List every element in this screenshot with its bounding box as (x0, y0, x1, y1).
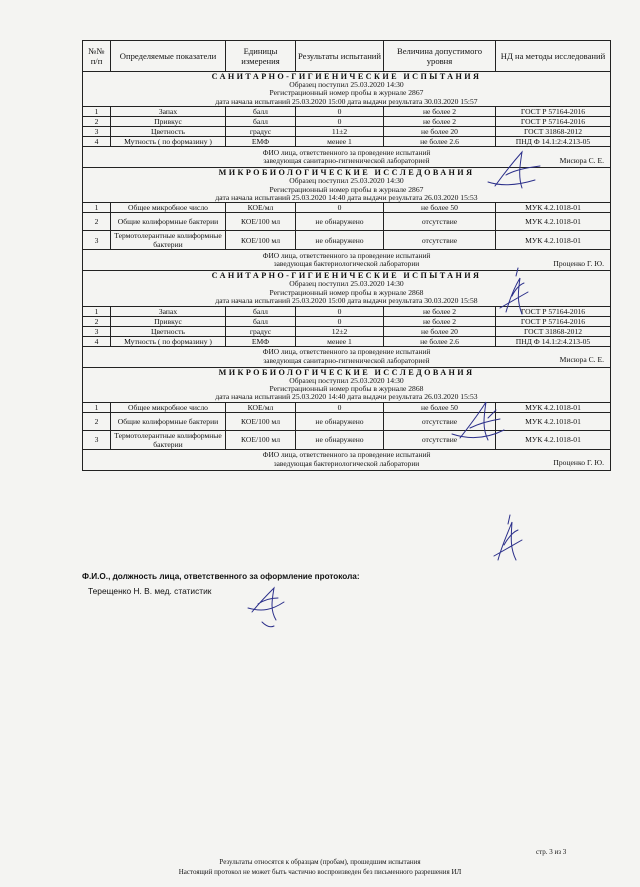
table-row (83, 231, 611, 250)
indicator-name: Общие колиформные бактерии (111, 412, 226, 430)
header-cell: Величина допустимого уровня (384, 41, 496, 72)
indicator-name: Мутность ( по формазину ) (111, 336, 226, 346)
signature-row (83, 449, 611, 470)
section-title: МИКРОБИОЛОГИЧЕСКИЕ ИССЛЕДОВАНИЯ (218, 168, 475, 178)
signature-cell (83, 346, 611, 367)
unit: балл (226, 316, 296, 326)
test-result: 0 (296, 203, 384, 213)
section-title: САНИТАРНО-ГИГИЕНИЧЕСКИЕ ИСПЫТАНИЯ (211, 72, 482, 81)
method-document: ГОСТ Р 57164-2016 (496, 316, 611, 326)
permissible-level: не более 50 (384, 402, 496, 412)
indicator-name: Термотолерантные колиформные бактерии (111, 430, 226, 449)
method-document: МУК 4.2.1018-01 (496, 430, 611, 449)
method-document: МУК 4.2.1018-01 (496, 231, 611, 250)
indicator-name: Термотолерантные колиформные бактерии (111, 231, 226, 250)
method-document: ПНД Ф 14.1:2:4.213-05 (496, 336, 611, 346)
method-document: ГОСТ 31868-2012 (496, 326, 611, 336)
unit: КОЕ/100 мл (226, 213, 296, 231)
indicator-name: Привкус (111, 117, 226, 127)
section-info-line: дата начала испытаний 25.03.2020 14:40 дата выдачи результата 26.03.2020 15:53 (215, 392, 478, 402)
permissible-level: отсутствие (384, 213, 496, 231)
signatory-name: Проценко Г. Ю. (553, 258, 604, 268)
results-table (82, 40, 611, 471)
table-row (83, 137, 611, 147)
footer-line: Настоящий протокол не может быть частично воспроизведен без письменного разрешения ИЛ (178, 868, 462, 876)
row-number: 1 (83, 402, 111, 412)
signature-row (83, 346, 611, 367)
header-cell: НД на методы исследований (496, 41, 611, 72)
unit: КОЕ/мл (226, 402, 296, 412)
indicator-name: Цветность (111, 326, 226, 336)
test-result: 0 (296, 107, 384, 117)
signature-position: заведующая санитарно-гигиенической лабораторией (263, 355, 430, 365)
unit: КОЕ/100 мл (226, 430, 296, 449)
section-heading (83, 271, 611, 306)
signature-position: заведующая санитарно-гигиенической лабораторией (263, 156, 430, 166)
table-row (83, 336, 611, 346)
method-document: ГОСТ Р 57164-2016 (496, 306, 611, 316)
indicator-name: Мутность ( по формазину ) (111, 137, 226, 147)
table-row (83, 117, 611, 127)
section-heading (83, 168, 611, 203)
signature-row (83, 147, 611, 168)
test-result: менее 1 (296, 336, 384, 346)
signature-cell (83, 449, 611, 470)
section-info-line: Образец поступил 25.03.2020 14:30 (289, 80, 404, 89)
section-title: МИКРОБИОЛОГИЧЕСКИЕ ИССЛЕДОВАНИЯ (218, 367, 475, 377)
permissible-level: не более 2 (384, 117, 496, 127)
footer-line: Результаты относятся к образцам (пробам), прошедшим испытания (219, 858, 421, 866)
signature-mark (248, 588, 284, 627)
unit: балл (226, 117, 296, 127)
section-heading-row (83, 271, 611, 306)
signatory-name: Мисюра С. Е. (559, 355, 604, 365)
permissible-level: не более 2 (384, 316, 496, 326)
signature-caption: ФИО лица, ответственного за проведение испытаний (262, 450, 431, 460)
unit: ЕМФ (226, 336, 296, 346)
row-number: 2 (83, 117, 111, 127)
permissible-level: отсутствие (384, 231, 496, 250)
table-row (83, 402, 611, 412)
table-row (83, 412, 611, 430)
section-info-line: Образец поступил 25.03.2020 14:30 (289, 176, 404, 186)
section-info-line: Регистрационный номер пробы в журнале 2867 (269, 184, 424, 194)
signatory-name: Проценко Г. Ю. (553, 458, 604, 468)
section-heading (83, 367, 611, 402)
test-result: 0 (296, 117, 384, 127)
section-info-line: дата начала испытаний 25.03.2020 15:00 дата выдачи результата 30.03.2020 15:58 (215, 296, 478, 306)
test-result: не обнаружено (296, 213, 384, 231)
indicator-name: Общее микробное число (111, 203, 226, 213)
table-header-row (83, 41, 611, 72)
indicator-name: Цветность (111, 127, 226, 137)
unit: балл (226, 107, 296, 117)
table-row (83, 306, 611, 316)
method-document: МУК 4.2.1018-01 (496, 402, 611, 412)
test-result: 0 (296, 306, 384, 316)
row-number: 3 (83, 231, 111, 250)
unit: ЕМФ (226, 137, 296, 147)
section-info-line: дата начала испытаний 25.03.2020 14:40 дата выдачи результата 26.03.2020 15:53 (215, 193, 478, 203)
table-row (83, 430, 611, 449)
permissible-level: отсутствие (384, 430, 496, 449)
signatory-name: Мисюра С. Е. (559, 155, 604, 165)
section-info-line: Регистрационный номер пробы в журнале 2867 (269, 88, 424, 98)
signature-caption: ФИО лица, ответственного за проведение испытаний (262, 147, 431, 157)
test-result: 11±2 (296, 127, 384, 137)
signature-mark (494, 515, 522, 560)
section-info-line: дата начала испытаний 25.03.2020 15:00 дата выдачи результата 30.03.2020 15:57 (215, 96, 478, 106)
row-number: 3 (83, 127, 111, 137)
test-result: менее 1 (296, 137, 384, 147)
section-title: САНИТАРНО-ГИГИЕНИЧЕСКИЕ ИСПЫТАНИЯ (211, 271, 482, 281)
test-result: 0 (296, 402, 384, 412)
indicator-name: Запах (111, 107, 226, 117)
permissible-level: не более 2.6 (384, 137, 496, 147)
test-result: не обнаружено (296, 430, 384, 449)
table-row (83, 213, 611, 231)
header-cell: №№ п/п (83, 41, 111, 72)
section-heading-row (83, 72, 611, 107)
unit: КОЕ/мл (226, 203, 296, 213)
method-document: МУК 4.2.1018-01 (496, 203, 611, 213)
permissible-level: не более 2.6 (384, 336, 496, 346)
test-result: 0 (296, 316, 384, 326)
table-row (83, 107, 611, 117)
section-info-line: Образец поступил 25.03.2020 14:30 (289, 375, 404, 385)
unit: КОЕ/100 мл (226, 231, 296, 250)
staff-name: Терещенко Н. В. мед. статистик (88, 586, 212, 596)
row-number: 2 (83, 412, 111, 430)
signature-row (83, 250, 611, 271)
header-cell: Определяемые показатели (111, 41, 226, 72)
method-document: ПНД Ф 14.1:2:4.213-05 (496, 137, 611, 147)
test-result: 12±2 (296, 326, 384, 336)
table-row (83, 127, 611, 137)
permissible-level: не более 50 (384, 203, 496, 213)
unit: градус (226, 127, 296, 137)
row-number: 4 (83, 137, 111, 147)
indicator-name: Общее микробное число (111, 402, 226, 412)
section-info-line: Регистрационный номер пробы в журнале 2868 (269, 384, 424, 394)
section-heading-row (83, 168, 611, 203)
test-result: не обнаружено (296, 231, 384, 250)
permissible-level: не более 2 (384, 107, 496, 117)
signature-position: заведующая бактериологической лаборатории (273, 259, 420, 269)
method-document: МУК 4.2.1018-01 (496, 213, 611, 231)
row-number: 2 (83, 213, 111, 231)
indicator-name: Общие колиформные бактерии (111, 213, 226, 231)
method-document: ГОСТ Р 57164-2016 (496, 107, 611, 117)
signature-cell (83, 250, 611, 271)
responsible-label: Ф.И.О., должность лица, ответственного за оформление протокола: (82, 572, 360, 581)
table-row (83, 316, 611, 326)
permissible-level: не более 2 (384, 306, 496, 316)
unit: градус (226, 326, 296, 336)
table-row (83, 326, 611, 336)
row-number: 1 (83, 306, 111, 316)
signature-position: заведующая бактериологической лаборатории (273, 458, 420, 468)
unit: КОЕ/100 мл (226, 412, 296, 430)
header-cell: Единицы измерения (226, 41, 296, 72)
table-row (83, 203, 611, 213)
test-result: не обнаружено (296, 412, 384, 430)
indicator-name: Привкус (111, 316, 226, 326)
row-number: 1 (83, 107, 111, 117)
indicator-name: Запах (111, 306, 226, 316)
permissible-level: не более 20 (384, 127, 496, 137)
method-document: МУК 4.2.1018-01 (496, 412, 611, 430)
row-number: 3 (83, 430, 111, 449)
page-number: стр. 3 из 3 (536, 848, 567, 856)
section-info-line: Регистрационный номер пробы в журнале 2868 (269, 287, 424, 297)
method-document: ГОСТ Р 57164-2016 (496, 117, 611, 127)
method-document: ГОСТ 31868-2012 (496, 127, 611, 137)
row-number: 4 (83, 336, 111, 346)
unit: балл (226, 306, 296, 316)
header-cell: Результаты испытаний (296, 41, 384, 72)
row-number: 3 (83, 326, 111, 336)
section-info-line: Образец поступил 25.03.2020 14:30 (289, 279, 404, 289)
signature-caption: ФИО лица, ответственного за проведение испытаний (262, 347, 431, 357)
row-number: 2 (83, 316, 111, 326)
permissible-level: отсутствие (384, 412, 496, 430)
signature-caption: ФИО лица, ответственного за проведение испытаний (262, 250, 431, 260)
section-heading-row (83, 367, 611, 402)
section-heading (83, 72, 611, 107)
row-number: 1 (83, 203, 111, 213)
permissible-level: не более 20 (384, 326, 496, 336)
signature-cell (83, 147, 611, 168)
